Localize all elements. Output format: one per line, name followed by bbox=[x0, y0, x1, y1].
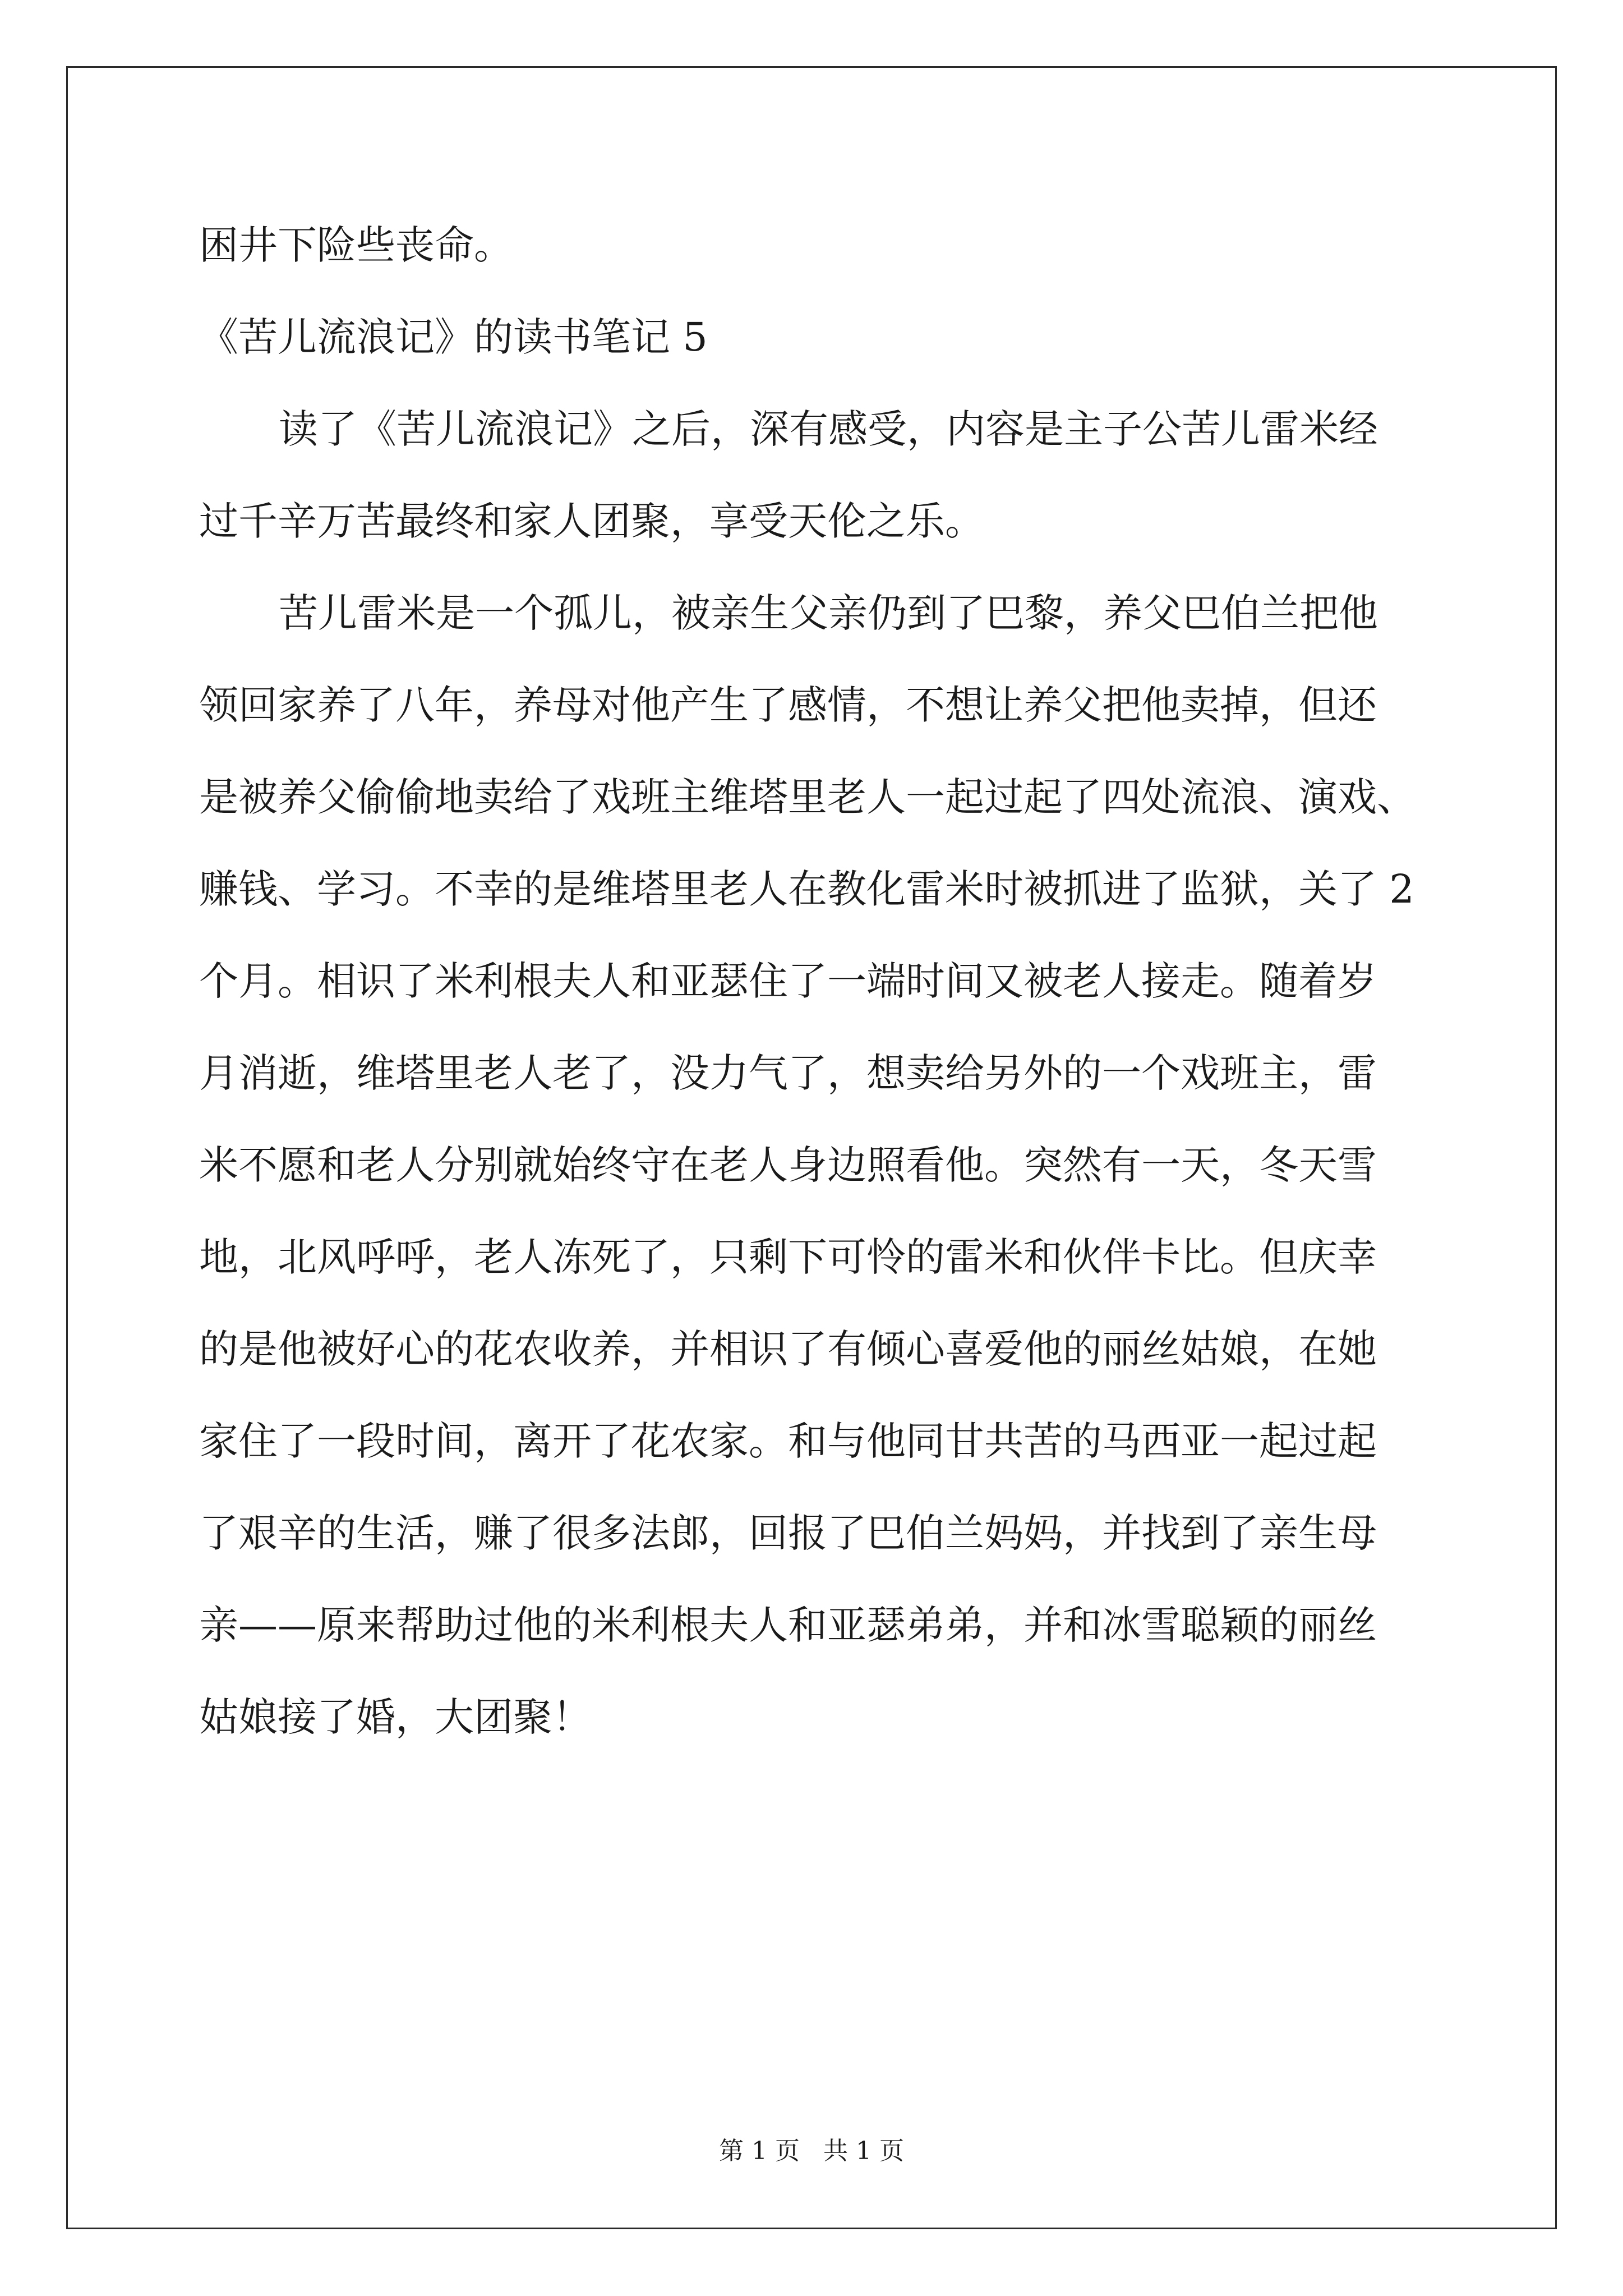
paragraph-line: 的是他被好心的花农收养，并相识了有倾心喜爱他的丽丝姑娘，在她 bbox=[199, 1326, 1377, 1372]
paragraph-line: 赚钱、学习。不幸的是维塔里老人在教化雷米时被抓进了监狱，关了 2 bbox=[199, 866, 1414, 912]
page-footer: 第 1 页 共 1 页 bbox=[719, 2137, 904, 2165]
paragraph-line: 家住了一段时间，离开了花农家。和与他同甘共苦的马西亚一起过起 bbox=[199, 1418, 1377, 1464]
paragraph-line: 亲——原来帮助过他的米利根夫人和亚瑟弟弟，并和冰雪聪颖的丽丝 bbox=[199, 1602, 1377, 1648]
paragraph-line: 个月。相识了米利根夫人和亚瑟住了一端时间又被老人接走。随着岁 bbox=[199, 958, 1377, 1004]
paragraph-line: 姑娘接了婚，大团聚！ bbox=[199, 1694, 592, 1740]
document-body bbox=[199, 199, 1427, 1763]
paragraph-line: 苦儿雷米是一个孤儿，被亲生父亲仍到了巴黎，养父巴伯兰把他 bbox=[279, 590, 1378, 636]
paragraph-line: 了艰辛的生活，赚了很多法郎，回报了巴伯兰妈妈，并找到了亲生母 bbox=[199, 1510, 1377, 1556]
paragraph-line: 领回家养了八年，养母对他产生了感情，不想让养父把他卖掉，但还 bbox=[199, 682, 1377, 728]
section-heading: 《苦儿流浪记》的读书笔记 5 bbox=[199, 314, 708, 360]
paragraph-line: 米不愿和老人分别就始终守在老人身边照看他。突然有一天，冬天雪 bbox=[199, 1142, 1377, 1188]
paragraph-line: 是被养父偷偷地卖给了戏班主维塔里老人一起过起了四处流浪、演戏、 bbox=[199, 774, 1416, 820]
paragraph-line: 读了《苦儿流浪记》之后，深有感受，内容是主子公苦儿雷米经 bbox=[279, 406, 1378, 452]
paragraph-line: 困井下险些丧命。 bbox=[199, 222, 513, 268]
paragraph-line: 月消逝，维塔里老人老了，没力气了，想卖给另外的一个戏班主，雷 bbox=[199, 1050, 1377, 1096]
paragraph-line: 过千辛万苦最终和家人团聚，享受天伦之乐。 bbox=[199, 498, 984, 544]
paragraph-line: 地，北风呼呼，老人冻死了，只剩下可怜的雷米和伙伴卡比。但庆幸 bbox=[199, 1234, 1377, 1280]
